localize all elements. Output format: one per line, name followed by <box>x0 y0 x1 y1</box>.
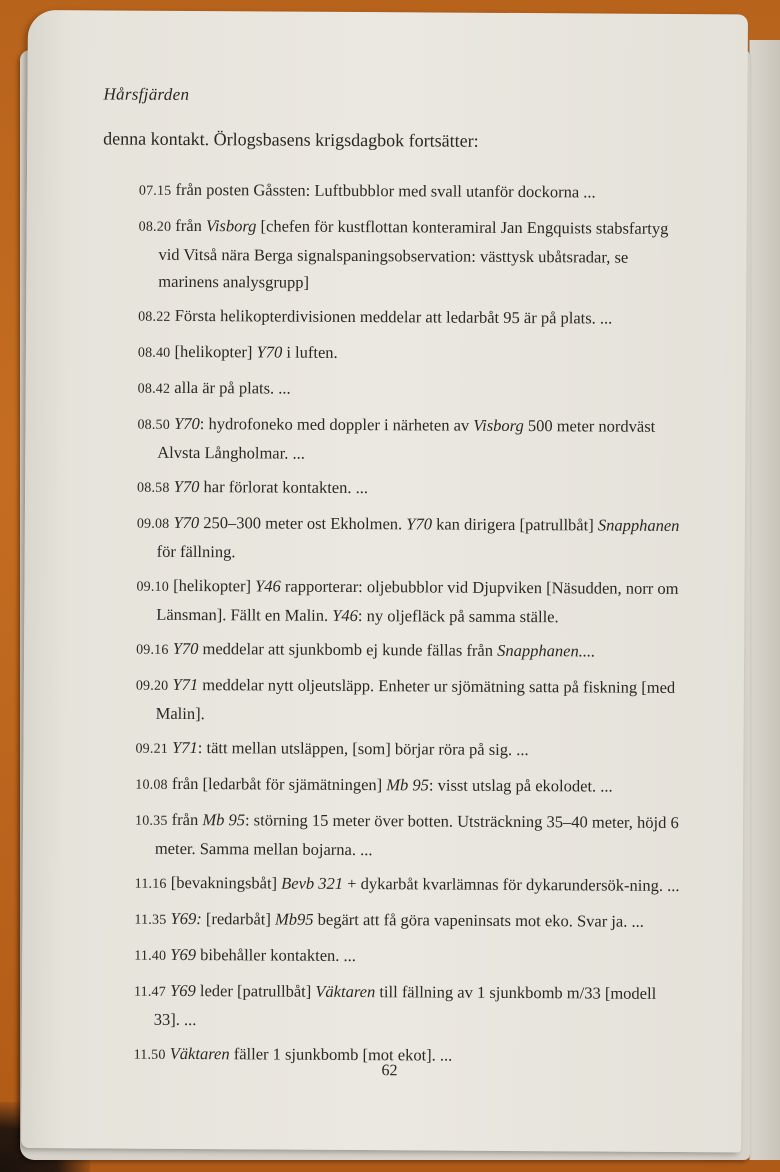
log-entry-italic-text: Mb95 <box>274 909 314 929</box>
log-entry-text: meddelar nytt oljeutsläpp. Enheter ur sjömätning satta på fiskning [med Malin]. <box>155 675 676 724</box>
log-entry <box>137 410 682 469</box>
log-entry-text: + dykarbåt kvarlämnas för dykarundersök-ning. ... <box>343 873 680 895</box>
log-entry-time: 11.50 <box>133 1047 166 1063</box>
log-entry <box>137 509 682 568</box>
log-entry-time: 08.22 <box>138 309 171 325</box>
log-entry <box>136 635 681 667</box>
log-entry-text: fäller 1 sjunkbomb [mot ekot]. ... <box>229 1044 453 1065</box>
log-entry-text: i luften. <box>282 342 338 362</box>
log-entry-text: från <box>167 809 203 830</box>
log-entry-time: 11.16 <box>134 876 167 892</box>
log-entry-text: meddelar att sjunkbomb ej kunde fällas från <box>198 639 498 660</box>
log-entry <box>137 473 682 505</box>
log-entry-italic-text: Väktaren <box>169 1043 230 1064</box>
log-entry-time: 10.08 <box>135 777 168 793</box>
log-entry-text: från [ledarbåt för sjämätningen] <box>167 773 387 795</box>
log-entry-italic-text: Visborg <box>473 415 524 436</box>
log-entry-text: från posten Gåssten: Luftbubblor med svall utanför dockorna ... <box>171 179 596 202</box>
log-entry <box>134 941 679 973</box>
log-entry <box>135 770 680 802</box>
log-entry-text: till fällning av 1 sjunkbomb m/33 [modell 33]. ... <box>153 982 657 1030</box>
log-entry-text: Första helikopterdivisionen meddelar att ledarbåt 95 är på plats. ... <box>170 305 613 328</box>
log-entry-italic-text: Y70 <box>173 512 200 533</box>
log-entry <box>138 302 683 334</box>
log-entry-list <box>133 176 683 1079</box>
log-entry-text: : hydrofoneko med doppler i närheten av <box>199 414 474 435</box>
log-entry-text: kan dirigera [patrullbåt] <box>431 514 598 535</box>
log-entry-italic-text: Y70 <box>174 413 200 434</box>
log-entry-italic-text: Väktaren <box>315 981 376 1002</box>
log-entry-time: 11.47 <box>133 984 167 1000</box>
log-entry-text: 250–300 meter ost Ekholmen. <box>199 513 407 534</box>
log-entry-text: för fällning. <box>156 541 236 562</box>
log-entry-text: [helikopter] <box>168 575 256 596</box>
log-entry <box>138 374 683 406</box>
log-entry <box>138 212 683 298</box>
log-entry-italic-text: Snapphanen <box>597 515 680 535</box>
log-entry-text: bibehåller kontakten. ... <box>195 945 357 966</box>
log-entry <box>135 806 680 865</box>
log-entry-italic-text: Y70 <box>256 342 283 362</box>
log-entry-text: från <box>171 215 207 236</box>
log-entry-text: alla är på plats. ... <box>170 377 291 398</box>
log-entry <box>136 671 681 730</box>
log-entry-italic-text: Y71 <box>172 737 198 758</box>
log-entry <box>138 338 683 370</box>
log-entry-italic-text: Y71 <box>172 674 199 695</box>
log-entry-text: rapporterar: oljebubblor vid Djupviken [Näsudden, norr om Länsman]. Fällt en Malin. <box>156 576 679 625</box>
book-page <box>21 10 748 1152</box>
log-entry-text: : störning 15 meter över botten. Utsträckning 35–40 meter, höjd 6 meter. Samma mellan bojarna. ... <box>154 810 679 860</box>
log-entry-italic-text: Y69: <box>170 908 202 929</box>
log-entry <box>135 734 680 766</box>
log-entry-italic-text: Bevb 321 <box>281 873 344 893</box>
log-entry-time: 08.20 <box>138 219 172 235</box>
log-entry-italic-text: Y46 <box>255 576 281 596</box>
log-entry-time: 08.40 <box>137 345 171 361</box>
log-entry-text: : tätt mellan utsläppen, [som] börjar röra på sig. ... <box>197 738 529 760</box>
running-head: Hårsfjärden <box>103 84 190 104</box>
log-entry-italic-text: Snapphanen.... <box>497 640 596 661</box>
log-entry-time: 09.16 <box>136 642 169 658</box>
log-entry-text: har förlorat kontakten. ... <box>199 477 369 498</box>
intro-paragraph: denna kontakt. Örlogsbasens krigsdagbok fortsätter: <box>103 128 479 151</box>
log-entry-time: 11.35 <box>134 912 167 928</box>
log-entry <box>134 1040 679 1072</box>
log-entry <box>136 572 681 631</box>
log-entry-time: 09.10 <box>136 579 170 595</box>
log-entry-italic-text: Y46 <box>332 605 359 626</box>
log-entry-italic-text: Y69 <box>170 944 197 965</box>
log-entry-text: [helikopter] <box>170 341 257 362</box>
log-entry <box>139 176 684 208</box>
log-entry-time: 09.21 <box>135 741 169 757</box>
log-entry-time: 09.20 <box>135 678 169 694</box>
log-entry-time: 08.50 <box>137 417 171 433</box>
log-entry-text: [redarbåt] <box>201 909 276 929</box>
log-entry-italic-text: Y70 <box>173 476 200 497</box>
log-entry-italic-text: Visborg <box>205 216 257 236</box>
log-entry-text: [bevakningsbåt] <box>166 872 282 893</box>
log-entry-text: [chefen för kustflottan konteramiral Jan Engquists stabsfartyg vid Vitså nära Berga signalspaningsobservation: västtysk ubåtsradar, se marinens analysgrupp] <box>158 216 669 292</box>
log-entry-text: : ny oljefläck på samma ställe. <box>357 606 559 627</box>
log-entry-italic-text: Y70 <box>172 638 199 659</box>
adjacent-page-edge <box>749 40 780 1160</box>
log-entry-text: : visst utslag på ekolodet. ... <box>428 775 613 796</box>
log-entry-text: leder [patrullbåt] <box>195 981 316 1001</box>
log-entry-time: 10.35 <box>135 813 168 829</box>
log-entry-time: 07.15 <box>138 183 172 199</box>
log-entry <box>135 869 680 901</box>
page-number: 62 <box>381 1062 398 1080</box>
log-entry-italic-text: Mb 95 <box>386 775 429 795</box>
log-entry-time: 08.58 <box>137 480 170 496</box>
log-entry-italic-text: Y70 <box>406 514 433 534</box>
log-entry-time: 08.42 <box>137 381 171 397</box>
log-entry <box>134 977 679 1036</box>
log-entry-italic-text: Mb 95 <box>202 810 246 830</box>
log-entry-italic-text: Y69 <box>170 980 196 1001</box>
log-entry-text: begärt att få göra vapeninsats mot eko. Svar ja. ... <box>313 909 644 931</box>
log-entry <box>134 905 679 937</box>
log-entry-time: 11.40 <box>134 948 167 964</box>
log-entry-time: 09.08 <box>136 516 170 532</box>
log-entry-text: 500 meter nordväst Alvsta Långholmar. ... <box>157 416 656 463</box>
